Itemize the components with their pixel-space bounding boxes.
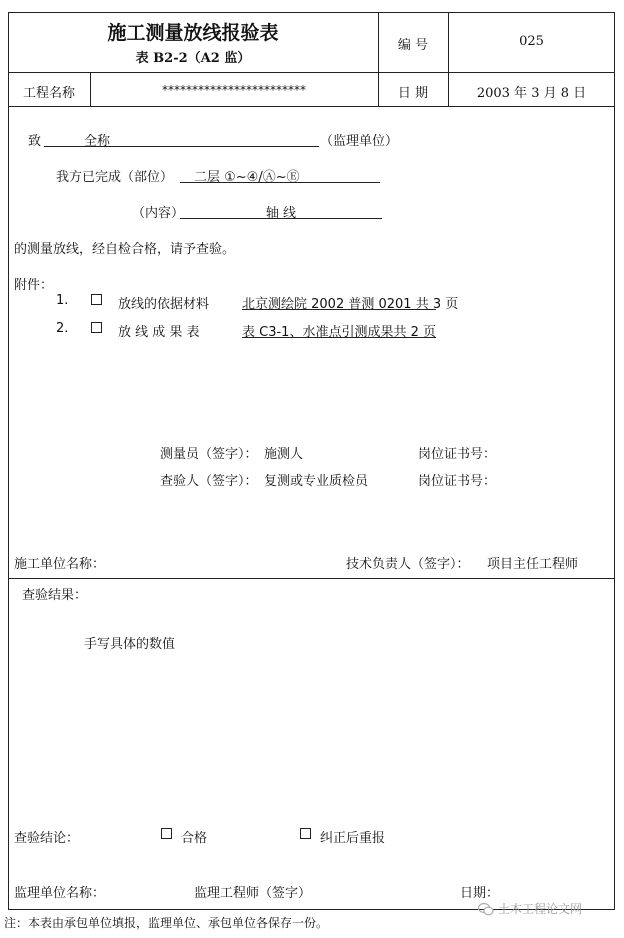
- pass-checkbox[interactable]: [161, 828, 172, 843]
- to-suffix: （监理单位）: [320, 134, 399, 149]
- footer-note: 注：本表由承包单位填报，监理单位、承包单位各保存一份。: [4, 916, 329, 930]
- date-value: 2003 年 3 月 8 日: [476, 86, 587, 101]
- inspector-value: 复测或专业质检员: [264, 474, 369, 489]
- surveyor-value: 施测人: [264, 447, 304, 462]
- pass-option-label: 合格: [181, 831, 208, 846]
- tech-lead-label: 技术负责人（签字）：: [346, 557, 470, 572]
- project-label: 工程名称: [22, 86, 75, 101]
- attachment-2-num: 2.: [56, 321, 69, 336]
- resubmit-option-label: 纠正后重报: [320, 831, 386, 846]
- to-line: [44, 130, 319, 147]
- done-label: 我方已完成（部位）: [56, 170, 174, 185]
- content-line: [180, 202, 382, 219]
- date-label: 日 期: [397, 86, 429, 101]
- watermark-text: 土木工程论文网: [498, 902, 583, 916]
- attachment-2-checkbox[interactable]: [91, 322, 102, 337]
- inspector-label: 查验人（签字）：: [160, 474, 258, 489]
- attach-label: 附件：: [14, 278, 54, 293]
- attachment-1-num: 1.: [56, 293, 69, 308]
- result-value: 手写具体的数值: [84, 637, 176, 652]
- form-subtitle: 表 B2-2（A2 监）: [135, 51, 251, 66]
- number-value: 025: [519, 34, 544, 49]
- attachment-1-checkbox[interactable]: [91, 294, 102, 309]
- contractor-label: 施工单位名称：: [14, 557, 106, 572]
- content-value: 轴 线: [265, 206, 297, 221]
- attachment-2-value: 表 C3-1、水准点引测成果共 2 页: [242, 321, 436, 338]
- conclusion-label: 查验结论：: [14, 831, 80, 846]
- result-divider: [8, 578, 615, 579]
- project-value: ************************: [162, 83, 306, 97]
- tech-lead-value: 项目主任工程师: [487, 557, 579, 572]
- to-value: 全称: [84, 134, 111, 149]
- wechat-icon: [478, 902, 494, 916]
- project-row-divider: [8, 106, 615, 107]
- header-divider: [8, 72, 615, 73]
- attachment-2-label: 放 线 成 果 表: [118, 325, 200, 340]
- engineer-label: 监理工程师（签字）: [194, 886, 312, 901]
- attachment-1-label: 放线的依据材料: [118, 297, 210, 312]
- done-value: 二层 ①~④/Ⓐ~Ⓔ: [194, 170, 300, 185]
- content-label: （内容）: [132, 206, 185, 221]
- surveyor-label: 测量员（签字）：: [160, 447, 258, 462]
- request-text: 的测量放线，经自检合格，请予查验。: [14, 242, 236, 257]
- number-label: 编 号: [397, 38, 429, 53]
- done-line: [180, 166, 380, 183]
- form-title: 施工测量放线报验表: [107, 22, 279, 44]
- surveyor-cert-label: 岗位证书号：: [418, 447, 497, 462]
- inspector-cert-label: 岗位证书号：: [418, 474, 497, 489]
- supervisor-unit-label: 监理单位名称：: [14, 886, 106, 901]
- attachment-1-value: 北京测绘院 2002 普测 0201 共 3 页: [242, 293, 436, 310]
- to-label: 致: [28, 134, 42, 149]
- watermark: [478, 900, 582, 917]
- resubmit-checkbox[interactable]: [300, 828, 311, 843]
- result-date-label: 日期：: [460, 886, 500, 901]
- result-label: 查验结果：: [22, 588, 88, 603]
